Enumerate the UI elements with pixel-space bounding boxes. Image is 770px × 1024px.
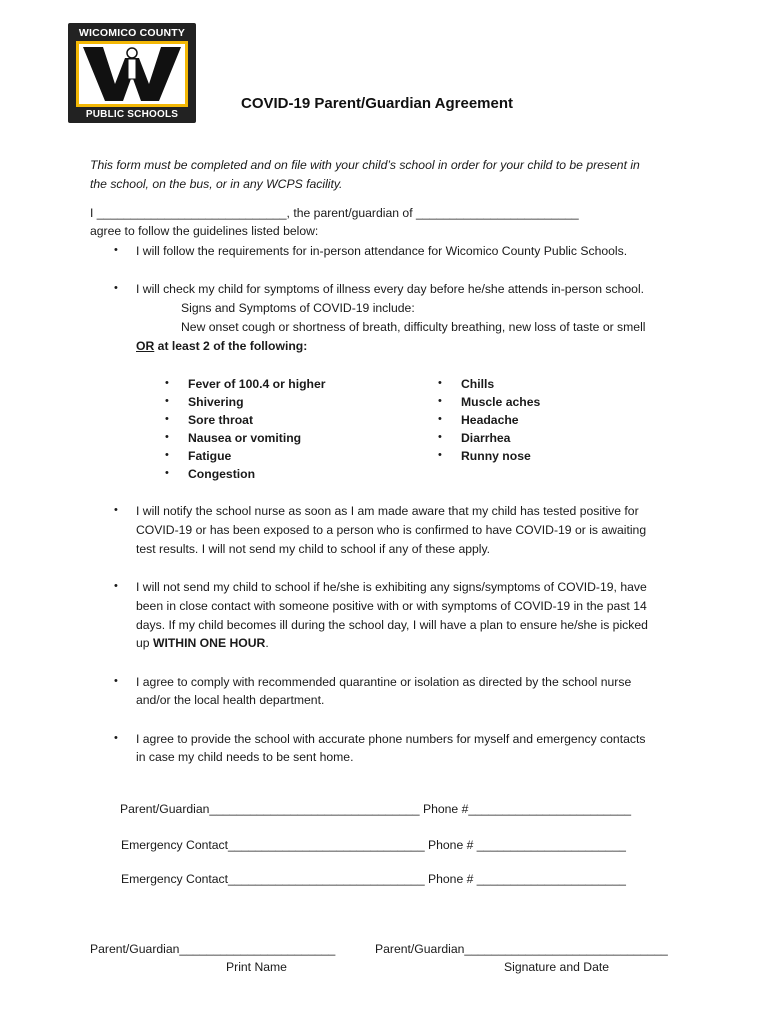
guideline-5-line-2: and/or the local health department. [136,693,325,707]
parent-phone-field[interactable]: Parent/Guardian_______________________________ Phone #________________________ [120,802,632,816]
guideline-4-line-3: days. If my child becomes ill during the school day, I will have a plan to ensure he/she is picked [136,618,648,632]
intro-line-2: the school, on the bus, or in any WCPS facility. [90,177,343,191]
pledge-line-1: I ____________________________, the parent/guardian of ________________________ [90,206,579,220]
guideline-3-line-1: I will notify the school nurse as soon as I am made aware that my child has tested positive for [136,504,639,518]
symptom-item: Diarrhea [461,431,511,445]
w-figure-icon [79,44,185,104]
symptom-item: Congestion [188,467,256,481]
guideline-5-line-1: I agree to comply with recommended quarantine or isolation as directed by the school nurse [136,675,632,689]
symptom-item: Headache [461,413,519,427]
at-least-text: at least 2 of the following: [154,339,308,353]
signature-date-field[interactable]: Parent/Guardian______________________________ [375,942,668,956]
bullet-icon: • [438,413,442,425]
guideline-1: I will follow the requirements for in-person attendance for Wicomico County Public Schools. [136,244,628,258]
up-text: up [136,636,153,650]
bullet-icon: • [438,431,442,443]
at-least-two-line [136,339,307,354]
guideline-3-line-3: test results. I will not send my child to school if any of these apply. [136,542,491,556]
print-name-caption: Print Name [226,960,287,974]
logo-emblem [76,41,188,107]
bullet-icon: • [114,244,118,256]
symptom-item: Muscle aches [461,395,541,409]
symptom-item: Runny nose [461,449,531,463]
bullet-icon: • [114,732,118,744]
logo-top-text: WICOMICO COUNTY [78,27,186,39]
symptom-item: Shivering [188,395,244,409]
guideline-4-line-4 [136,636,269,651]
guideline-2: I will check my child for symptoms of illness every day before he/she attends in-person school. [136,282,645,296]
bullet-icon: • [114,504,118,516]
bullet-icon: • [165,413,169,425]
signs-line: New onset cough or shortness of breath, difficulty breathing, new loss of taste or smell [181,320,646,334]
symptom-item: Nausea or vomiting [188,431,302,445]
bullet-icon: • [165,467,169,479]
print-name-field[interactable]: Parent/Guardian_______________________ [90,942,336,956]
emergency-contact-2-field[interactable]: Emergency Contact_____________________________ Phone # ______________________ [121,872,626,886]
guideline-3-line-2: COVID-19 or has been exposed to a person who is confirmed to have COVID-19 or is awaiting [136,523,647,537]
bullet-icon: • [165,377,169,389]
symptom-item: Fatigue [188,449,232,463]
bullet-icon: • [165,395,169,407]
emergency-contact-1-field[interactable]: Emergency Contact_____________________________ Phone # ______________________ [121,838,626,852]
symptom-item: Fever of 100.4 or higher [188,377,326,391]
guideline-4-line-2: been in close contact with someone positive with or with symptoms of COVID-19 in the past 14 [136,599,647,613]
guideline-4-line-1: I will not send my child to school if he/she is exhibiting any signs/symptoms of COVID-19, have [136,580,647,594]
within-one-hour: WITHIN ONE HOUR [152,636,266,650]
bullet-icon: • [114,580,118,592]
symptom-item: Chills [461,377,495,391]
bullet-icon: • [438,377,442,389]
wcps-logo [68,23,196,123]
logo-bottom-text: PUBLIC SCHOOLS [85,109,179,120]
signature-date-caption: Signature and Date [504,960,610,974]
bullet-icon: • [165,431,169,443]
page-title: COVID-19 Parent/Guardian Agreement [241,95,514,112]
bullet-icon: • [114,282,118,294]
or-word: OR [136,339,155,353]
bullet-icon: • [114,675,118,687]
bullet-icon: • [438,449,442,461]
bullet-icon: • [165,449,169,461]
guideline-6-line-1: I agree to provide the school with accurate phone numbers for myself and emergency contacts [136,732,646,746]
signs-heading: Signs and Symptoms of COVID-19 include: [181,301,415,315]
period-text: . [265,636,269,650]
pledge-line-2: agree to follow the guidelines listed below: [90,224,319,238]
guideline-6-line-2: in case my child needs to be sent home. [136,750,354,764]
intro-line-1: This form must be completed and on file with your child’s school in order for your child to be present in [90,158,640,172]
symptom-item: Sore throat [188,413,254,427]
bullet-icon: • [438,395,442,407]
